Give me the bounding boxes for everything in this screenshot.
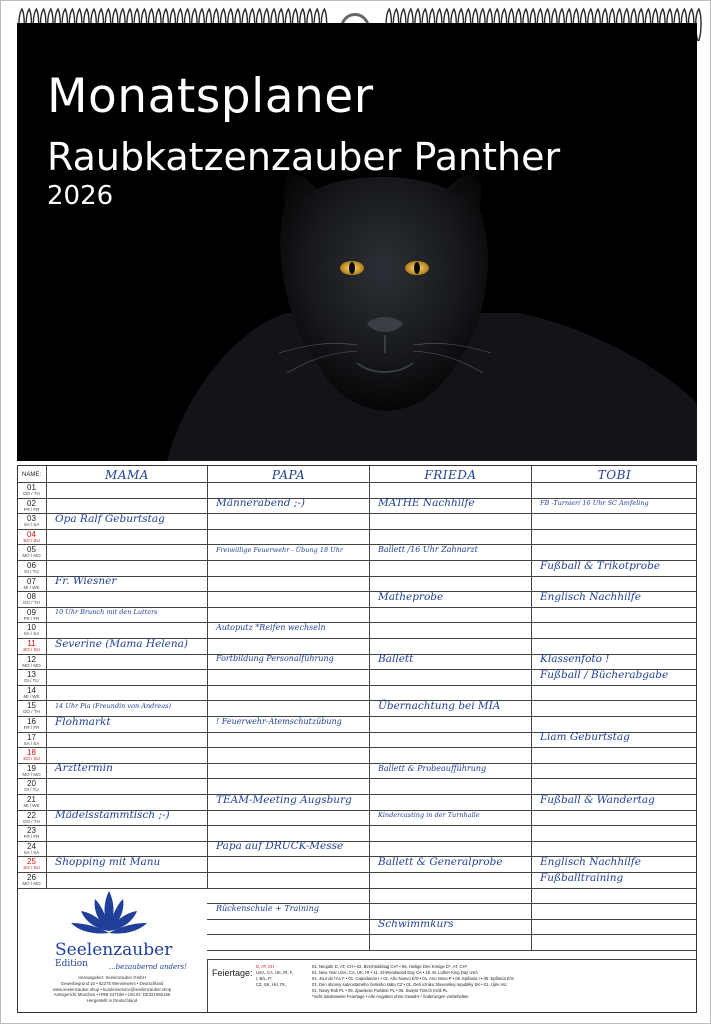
- planner-cell[interactable]: [208, 779, 370, 794]
- day-number: 07: [27, 576, 36, 586]
- planner-cell[interactable]: [532, 545, 697, 560]
- day-number: 04: [27, 529, 36, 539]
- member-header-papa: PAPA: [208, 466, 370, 484]
- planner-cell[interactable]: [370, 686, 532, 701]
- planner-entry: Freiwillige Feuerwehr - Übung 18 Uhr: [216, 545, 344, 554]
- day-cell: [17, 577, 47, 592]
- day-number: 01: [27, 483, 36, 492]
- holiday-codes-line: CZ, SK, HU, PL;: [256, 981, 287, 987]
- planner-cell[interactable]: [532, 639, 697, 654]
- planner-cell[interactable]: [532, 717, 697, 732]
- day-row: [17, 686, 697, 702]
- logo-name: Seelenzauber: [55, 940, 173, 960]
- planner-cell[interactable]: [370, 530, 532, 545]
- planner-cell[interactable]: [47, 623, 208, 638]
- imprint-line: Gewerbegrund 10 • 82275 Wenniewers • Deutschland: [60, 980, 164, 986]
- holiday-codes-line: I, B/L, P;: [256, 975, 273, 981]
- member-header-mama: MAMA: [47, 466, 208, 484]
- holiday-line: 01. Nowy Rok PL • 06. Zjawienie Pańskie PL • 06. Święto Trzech Króli PL: [312, 988, 448, 994]
- planner-entry: Opa Ralf Geburtstag: [55, 512, 165, 525]
- day-row: [17, 530, 697, 546]
- extra-row: [207, 935, 697, 951]
- planner-cell[interactable]: [208, 701, 370, 716]
- planner-cell[interactable]: [370, 748, 532, 763]
- planner-cell[interactable]: [532, 764, 697, 779]
- planner-entry: Fußball & Wandertag: [540, 793, 655, 806]
- day-name: MI / WE: [23, 584, 40, 590]
- day-cell: [17, 748, 47, 763]
- planner-cell[interactable]: [208, 530, 370, 545]
- planner-cell[interactable]: [208, 670, 370, 685]
- planner-cell[interactable]: [208, 764, 370, 779]
- planner-cell[interactable]: [47, 826, 208, 841]
- holiday-country-codes: [256, 964, 316, 988]
- planner-cell[interactable]: [47, 842, 208, 857]
- holiday-line: 01. Jour de l'An F • 01. Capodanno I • 01. Año Nuevo E/S • 01. Ano Novo P • 06. Epifania I • 06. Epifanía E/S: [312, 976, 514, 982]
- day-number: 17: [27, 732, 36, 742]
- planner-entry: Ballett /16 Uhr Zahnarzt: [378, 545, 478, 555]
- day-name: MI / WE: [23, 803, 40, 808]
- day-name: DI / TU: [24, 569, 39, 574]
- day-name: FR / FR: [23, 506, 40, 512]
- day-cell: [17, 639, 47, 654]
- planner-cell[interactable]: [532, 577, 697, 592]
- planner-entry: Fortbildung Personalführung: [216, 654, 334, 664]
- holiday-box: [207, 959, 697, 1013]
- day-cell: [17, 779, 47, 794]
- logo-edition: Edition: [55, 959, 88, 969]
- planner-cell[interactable]: [47, 592, 208, 607]
- planner-cell[interactable]: [370, 733, 532, 748]
- planner-entry: Ballett & Generalprobe: [378, 855, 503, 868]
- planner-cell[interactable]: [208, 483, 370, 498]
- planner-cell[interactable]: [208, 686, 370, 701]
- imprint: [37, 975, 187, 1004]
- day-cell: [17, 795, 47, 810]
- planner-cell[interactable]: [532, 904, 697, 919]
- name-label: NAME:: [17, 466, 47, 484]
- day-cell: [17, 623, 47, 638]
- planner-cell[interactable]: [208, 748, 370, 763]
- day-number: 20: [27, 779, 36, 789]
- day-name: MO / MO: [22, 881, 41, 886]
- header-photo: [17, 23, 697, 461]
- planner-cell[interactable]: [208, 733, 370, 748]
- planner-cell[interactable]: [47, 670, 208, 685]
- planner-cell[interactable]: [47, 530, 208, 545]
- planner-cell[interactable]: [532, 748, 697, 763]
- planner-entry: Fußball / Bücherabgabe: [540, 668, 669, 681]
- imprint-line: www.seelenzauber.shop • kundenservice@seelenzauber.shop: [52, 986, 172, 992]
- day-row: [17, 748, 697, 764]
- calendar-year: 2026: [47, 181, 114, 211]
- day-number: 25: [27, 857, 36, 867]
- member-header-tobi: TOBI: [597, 468, 632, 482]
- planner-cell[interactable]: [370, 608, 532, 623]
- holiday-list: [312, 964, 692, 1001]
- planner-cell[interactable]: [532, 623, 697, 638]
- day-number: 12: [27, 654, 36, 664]
- planner-cell[interactable]: [370, 935, 532, 950]
- publisher-block: [17, 881, 207, 1013]
- day-cell: [17, 655, 47, 670]
- planner-entry: Übernachtung bei MIA: [378, 699, 501, 712]
- planner-cell[interactable]: [532, 889, 697, 904]
- day-number: 09: [27, 607, 36, 617]
- day-number: 11: [27, 639, 36, 648]
- day-cell: [17, 545, 47, 560]
- day-name: DO / TH: [23, 818, 40, 824]
- day-cell: [17, 686, 47, 701]
- holiday-line: 01. Den obnovy samostatného českého státu CZ • 01. Deň vzniku Slovenskej republiky SK • 01. Újév HU: [312, 982, 507, 988]
- day-number: 13: [27, 670, 36, 680]
- day-cell: [17, 592, 47, 607]
- day-number: 08: [27, 592, 36, 602]
- planner-entry: Matheprobe: [378, 590, 444, 603]
- day-cell: [17, 483, 47, 498]
- planner-cell[interactable]: [370, 639, 532, 654]
- day-cell: [17, 561, 47, 576]
- day-cell: [17, 733, 47, 748]
- planner-cell[interactable]: [532, 514, 697, 529]
- planner-cell[interactable]: [208, 889, 370, 904]
- day-name: MO / MO: [22, 771, 41, 777]
- calendar-subtitle: Raubkatzenzauber Panther: [47, 135, 561, 179]
- planner-cell[interactable]: [532, 686, 697, 701]
- day-cell: [17, 826, 47, 841]
- planner-entry: Fußballtraining: [540, 871, 624, 884]
- planner-entry: Autoputz *Reifen wechseln: [216, 623, 326, 633]
- planner-cell[interactable]: [370, 670, 532, 685]
- planner-cell[interactable]: [47, 561, 208, 576]
- planner-entry: Englisch Nachhilfe: [540, 590, 641, 603]
- planner-entry: Liam Geburtstag: [540, 731, 630, 744]
- planner-entry: FB -Turnier/ 16 Uhr SC Amfeling: [540, 499, 649, 508]
- planner-cell[interactable]: [532, 826, 697, 841]
- day-number: 15: [27, 701, 36, 711]
- extra-row: [207, 889, 697, 905]
- planner-cell[interactable]: [208, 920, 370, 935]
- day-cell: [17, 499, 47, 514]
- day-number: 03: [27, 514, 36, 524]
- day-cell: [17, 842, 47, 857]
- planner-cell[interactable]: [370, 514, 532, 529]
- planner-entry: Fußball & Trikotprobe: [540, 559, 661, 572]
- planner-cell[interactable]: [47, 545, 208, 560]
- planner-cell[interactable]: [370, 889, 532, 904]
- day-number: 23: [27, 826, 36, 836]
- day-name: DI / TU: [24, 787, 39, 793]
- day-name: DO / TH: [23, 491, 40, 496]
- day-name: MO / MO: [22, 662, 41, 668]
- day-row: [17, 826, 697, 842]
- holiday-line: 01. Neujahr D, AT, CH • 02. Berchtoldstag CH* • 06. Heilige Drei Könige D*, AT, CH*: [312, 964, 468, 969]
- logo-tagline: ...bezaubernd anders!: [109, 963, 187, 971]
- day-row: [17, 764, 697, 780]
- planner-cell[interactable]: [370, 904, 532, 919]
- day-number: 18: [27, 748, 36, 758]
- planner-cell[interactable]: [532, 483, 697, 498]
- planner-cell[interactable]: [47, 499, 208, 514]
- planner-cell[interactable]: [208, 577, 370, 592]
- planner-cell[interactable]: [532, 608, 697, 623]
- day-number: 10: [27, 623, 36, 633]
- planner-cell[interactable]: [370, 483, 532, 498]
- day-number: 14: [27, 685, 36, 695]
- day-cell: [17, 514, 47, 529]
- day-cell: [17, 811, 47, 826]
- planner-entry: Englisch Nachhilfe: [540, 855, 641, 868]
- planner-cell[interactable]: [532, 811, 697, 826]
- day-number: 19: [27, 763, 36, 773]
- day-name: MO / MO: [22, 553, 41, 559]
- day-cell: [17, 764, 47, 779]
- planner-cell[interactable]: [208, 935, 370, 950]
- planner-entry: Ballett & Probeaufführung: [378, 763, 487, 773]
- member-header-frieda: FRIEDA: [370, 466, 532, 484]
- planner-cell[interactable]: [47, 655, 208, 670]
- day-number: 06: [27, 561, 36, 570]
- planner-cell[interactable]: [532, 779, 697, 794]
- planner-cell[interactable]: [208, 811, 370, 826]
- day-name: FR / FR: [23, 615, 40, 621]
- day-cell: [17, 717, 47, 732]
- planner-cell[interactable]: [532, 530, 697, 545]
- day-name: SO / SU: [23, 537, 40, 543]
- planner-entry: Fr. Wiesner: [55, 575, 117, 588]
- planner-cell[interactable]: [47, 733, 208, 748]
- day-name: SO / SU: [23, 865, 40, 871]
- planner-cell[interactable]: [208, 608, 370, 623]
- planner-cell[interactable]: [208, 561, 370, 576]
- planner-cell[interactable]: [370, 779, 532, 794]
- day-number: 22: [27, 810, 36, 820]
- planner-entry: TEAM-Meeting Augsburg: [216, 793, 352, 806]
- planner-entry: ! Feuerwehr-Atemschutzübung: [216, 716, 342, 726]
- holidays-label: Feiertage:: [212, 968, 253, 978]
- day-name: DO / TH: [23, 600, 40, 606]
- planner-cell[interactable]: [532, 842, 697, 857]
- day-name: SO / SU: [23, 647, 40, 652]
- planner-cell[interactable]: [208, 826, 370, 841]
- planner-cell[interactable]: [47, 779, 208, 794]
- day-name: FR / FR: [23, 725, 40, 730]
- planner-cell[interactable]: [370, 826, 532, 841]
- planner-cell[interactable]: [370, 842, 532, 857]
- planner-cell[interactable]: [370, 717, 532, 732]
- planner-cell[interactable]: [370, 577, 532, 592]
- planner-entry: Schwimmkurs: [378, 918, 454, 931]
- holiday-codes-primary: D, AT, CH: [256, 964, 275, 969]
- holiday-line: *nicht landesweite Feiertage • Alle Angaben ohne Gewähr / Änderungen vorbehalten: [312, 994, 469, 1000]
- planner-cell[interactable]: [370, 623, 532, 638]
- planner-cell[interactable]: [208, 873, 370, 888]
- planner-cell[interactable]: [370, 795, 532, 810]
- day-name: SA / SA: [23, 740, 40, 746]
- day-name: SA / SA: [23, 631, 40, 637]
- planner-entry: Arzttermin: [55, 762, 113, 775]
- day-cell: [17, 857, 47, 872]
- planner-cell[interactable]: [370, 873, 532, 888]
- planner-entry: MATHE Nachhilfe: [378, 497, 475, 510]
- day-number: 05: [27, 545, 36, 555]
- planner-entry: Ballett: [378, 653, 414, 666]
- planner-cell[interactable]: [370, 561, 532, 576]
- day-number: 26: [27, 873, 36, 882]
- planner-entry: Kindercasting in der Turnhalle: [378, 811, 480, 820]
- planner-cell[interactable]: [47, 748, 208, 763]
- day-cell: [17, 701, 47, 716]
- planner-cell[interactable]: [208, 514, 370, 529]
- day-cell: [17, 530, 47, 545]
- planner-entry: Flohmarkt: [55, 715, 111, 728]
- day-name: SA / SA: [23, 522, 40, 528]
- planner-entry: 10 Uhr Brunch mit den Lutters: [55, 608, 158, 617]
- planner-cell[interactable]: [532, 701, 697, 716]
- planner-cell[interactable]: [47, 795, 208, 810]
- holiday-codes-line: USA, CA, UK, IR, F,: [256, 969, 293, 975]
- imprint-line: Hergestellt in Deutschland: [86, 998, 138, 1004]
- day-number: 02: [27, 498, 36, 508]
- day-number: 21: [27, 795, 36, 804]
- planner-entry: Papa auf DRUCK-Messe: [216, 840, 344, 853]
- day-name: SO / SU: [23, 756, 40, 762]
- planner-cell[interactable]: [47, 483, 208, 498]
- lotus-logo-icon: [69, 887, 149, 939]
- day-row: [17, 483, 697, 499]
- planner-cell[interactable]: [47, 686, 208, 701]
- day-name: SA / SA: [23, 849, 40, 855]
- planner-entry: Mädelsstammtisch ;-): [55, 809, 170, 822]
- day-name: DO / TH: [23, 709, 40, 715]
- planner-entry: Shopping mit Manu: [55, 855, 161, 868]
- planner-cell[interactable]: [208, 857, 370, 872]
- planner-entry: 14 Uhr Pia (Freundin von Andreas): [55, 701, 172, 710]
- day-name: MI / WE: [23, 693, 40, 699]
- day-number: 16: [27, 717, 36, 726]
- planner-entry: Männerabend ;-): [216, 497, 305, 510]
- planner-entry: Severine (Mama Helena): [55, 637, 188, 650]
- day-cell: [17, 670, 47, 685]
- calendar-title: Monatsplaner: [47, 69, 374, 124]
- imprint-line: Herausgeber: Seelenzauber GmbH: [78, 975, 146, 980]
- planner-cell[interactable]: [208, 592, 370, 607]
- day-cell: [17, 608, 47, 623]
- day-name: FR / FR: [23, 834, 40, 840]
- planner-cell[interactable]: [208, 639, 370, 654]
- planner-entry: Klassenfoto !: [540, 653, 610, 666]
- holiday-line: 01. New Year USA, CA, UK, IR • 11. St-Woodwood Day CA • 19. M. Luther King Day USA: [312, 970, 478, 976]
- day-number: 24: [27, 841, 36, 851]
- planner-entry: Rückenschule + Training: [216, 904, 319, 913]
- planner-cell[interactable]: [532, 920, 697, 935]
- day-name: DI / TU: [24, 678, 39, 684]
- imprint-line: Amtsgericht München • HRB 247198 • USt.ID: DE321956166: [53, 992, 171, 998]
- planner-cell[interactable]: [532, 935, 697, 950]
- name-header-row: [17, 465, 697, 483]
